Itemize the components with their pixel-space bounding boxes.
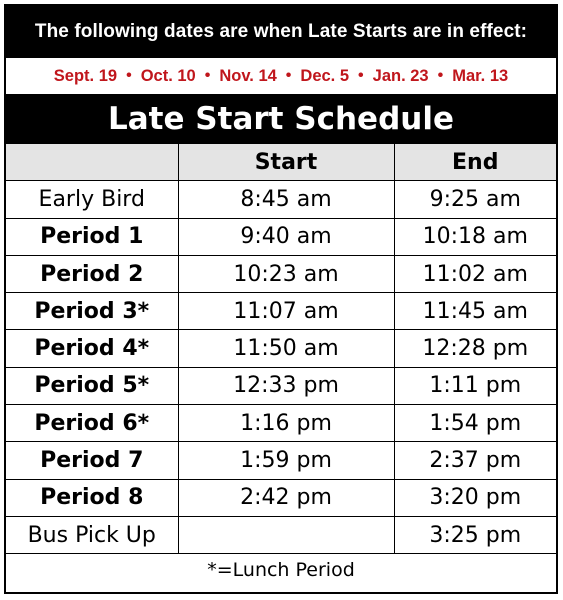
period-label: Period 5*	[6, 367, 178, 404]
late-start-date: Sept. 19	[53, 66, 118, 85]
date-separator: •	[126, 67, 132, 84]
start-time: 1:16 pm	[178, 405, 394, 442]
schedule-row	[6, 405, 556, 442]
schedule-row	[6, 516, 556, 553]
end-time: 1:54 pm	[394, 405, 556, 442]
header-start: Start	[178, 144, 394, 181]
start-time	[178, 516, 394, 553]
late-start-notice-banner	[6, 6, 556, 58]
late-start-date: Oct. 10	[140, 66, 196, 85]
late-start-date: Jan. 23	[372, 66, 429, 85]
end-time: 1:11 pm	[394, 367, 556, 404]
schedule-row	[6, 181, 556, 218]
schedule-row	[6, 293, 556, 330]
late-start-date: Mar. 13	[452, 66, 509, 85]
end-time: 11:02 am	[394, 255, 556, 292]
schedule-row	[6, 255, 556, 292]
end-time: 12:28 pm	[394, 330, 556, 367]
schedule-row	[6, 479, 556, 516]
period-label: Period 7	[6, 442, 178, 479]
end-time: 9:25 am	[394, 181, 556, 218]
end-time: 2:37 pm	[394, 442, 556, 479]
start-time: 8:45 am	[178, 181, 394, 218]
schedule-row	[6, 442, 556, 479]
end-time: 10:18 am	[394, 218, 556, 255]
schedule-row	[6, 367, 556, 404]
end-time: 11:45 am	[394, 293, 556, 330]
period-label: Period 1	[6, 218, 178, 255]
period-label: Period 8	[6, 479, 178, 516]
period-label: Bus Pick Up	[6, 516, 178, 553]
period-label: Period 6*	[6, 405, 178, 442]
header-blank-cell	[6, 144, 178, 181]
period-label: Period 4*	[6, 330, 178, 367]
late-start-notice-text: The following dates are when Late Starts are in effect:	[34, 21, 528, 42]
date-separator: •	[358, 67, 364, 84]
lunch-period-footnote	[6, 554, 556, 586]
schedule-title-bar	[6, 94, 556, 144]
late-start-schedule-sheet	[4, 4, 558, 594]
schedule-row	[6, 330, 556, 367]
footnote-text: *=Lunch Period	[207, 559, 355, 582]
late-start-date: Dec. 5	[300, 66, 350, 85]
start-time: 2:42 pm	[178, 479, 394, 516]
late-start-date: Nov. 14	[219, 66, 277, 85]
schedule-table	[6, 144, 556, 554]
period-label: Period 2	[6, 255, 178, 292]
start-time: 10:23 am	[178, 255, 394, 292]
end-time: 3:20 pm	[394, 479, 556, 516]
header-end: End	[394, 144, 556, 181]
end-time: 3:25 pm	[394, 516, 556, 553]
start-time: 9:40 am	[178, 218, 394, 255]
schedule-title: Late Start Schedule	[108, 101, 454, 137]
start-time: 12:33 pm	[178, 367, 394, 404]
date-separator: •	[285, 67, 292, 84]
start-time: 1:59 pm	[178, 442, 394, 479]
start-time: 11:50 am	[178, 330, 394, 367]
date-separator: •	[204, 67, 211, 84]
period-label: Early Bird	[6, 181, 178, 218]
late-start-dates-row	[6, 58, 556, 94]
schedule-header-row	[6, 144, 556, 181]
date-separator: •	[437, 67, 444, 84]
schedule-row	[6, 218, 556, 255]
period-label: Period 3*	[6, 293, 178, 330]
start-time: 11:07 am	[178, 293, 394, 330]
